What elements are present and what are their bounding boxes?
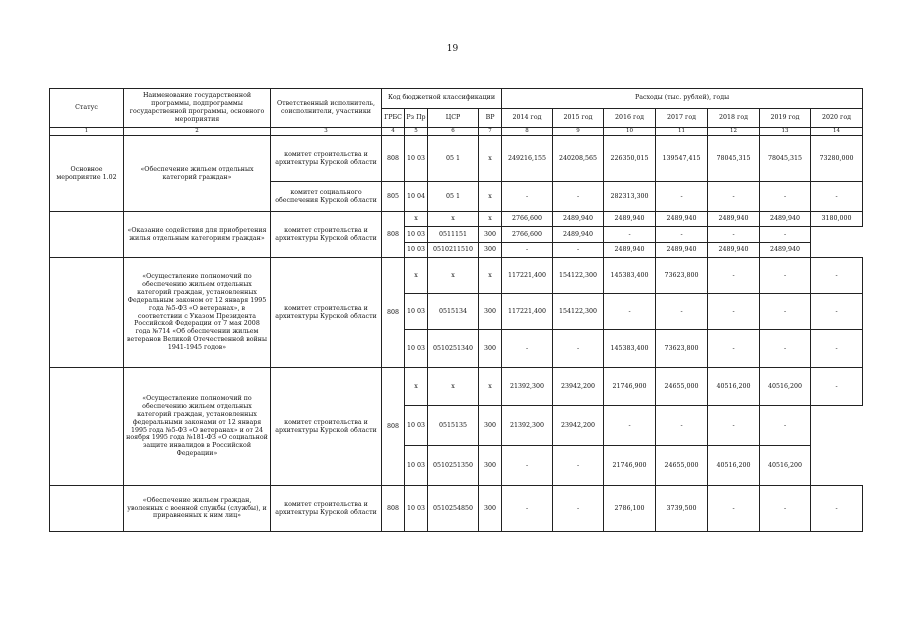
measure-name: «Оказание содействия для приобретения жилья отдельным категориям граждан» — [124, 212, 271, 258]
value-cell: 24655,000 — [656, 446, 708, 486]
value-cell: - — [760, 406, 811, 446]
column-number: 3 — [271, 128, 382, 136]
value-cell: 21392,300 — [502, 368, 553, 406]
header-year: 2016 год — [604, 108, 656, 128]
rzpr-cell: 10 03 — [405, 486, 428, 532]
rzpr-cell: 10 03 — [405, 136, 428, 182]
value-cell: 78045,315 — [760, 136, 811, 182]
header-bcc: Код бюджетной классификации — [382, 89, 502, 109]
value-cell: - — [708, 486, 760, 532]
vr-cell: 300 — [479, 406, 502, 446]
csr-cell: 0515135 — [428, 406, 479, 446]
csr-cell: 0510251340 — [428, 330, 479, 368]
value-cell: - — [553, 243, 604, 258]
grbs-cell: 808 — [382, 486, 405, 532]
value-cell: - — [604, 406, 656, 446]
value-cell: - — [760, 294, 811, 330]
value-cell: 23942,200 — [553, 368, 604, 406]
value-cell: - — [656, 294, 708, 330]
header-expenses: Расходы (тыс. рублей), годы — [502, 89, 863, 109]
value-cell: 2489,940 — [604, 243, 656, 258]
value-cell: - — [811, 330, 863, 368]
table-row — [50, 136, 863, 182]
column-number: 1 — [50, 128, 124, 136]
value-cell: - — [502, 243, 553, 258]
value-cell: - — [760, 182, 811, 212]
vr-cell: х — [479, 258, 502, 294]
vr-cell: 300 — [479, 294, 502, 330]
vr-cell: 300 — [479, 243, 502, 258]
rzpr-cell: х — [405, 368, 428, 406]
value-cell: - — [553, 486, 604, 532]
csr-cell: 05 1 — [428, 136, 479, 182]
rzpr-cell: х — [405, 212, 428, 227]
status-cell-empty — [50, 486, 124, 532]
column-number: 7 — [479, 128, 502, 136]
column-number: 11 — [656, 128, 708, 136]
column-number: 13 — [760, 128, 811, 136]
column-number: 4 — [382, 128, 405, 136]
value-cell: 3739,500 — [656, 486, 708, 532]
value-cell: 40516,200 — [760, 368, 811, 406]
value-cell: - — [811, 294, 863, 330]
value-cell: 139547,415 — [656, 136, 708, 182]
rzpr-cell: 10 03 — [405, 227, 428, 243]
value-cell: 2489,940 — [708, 212, 760, 227]
empty-cell — [811, 406, 863, 486]
header-rzpr: Рз Пр — [405, 108, 428, 128]
header-year: 2020 год — [811, 108, 863, 128]
table-row — [50, 368, 863, 406]
csr-cell: х — [428, 212, 479, 227]
table-row — [50, 258, 863, 294]
executor-cell: комитет строительства и архитектуры Курской области — [271, 212, 382, 258]
value-cell: - — [811, 486, 863, 532]
status-cell-empty — [50, 368, 124, 486]
rzpr-cell: 10 04 — [405, 182, 428, 212]
value-cell: 21746,900 — [604, 446, 656, 486]
value-cell: - — [760, 330, 811, 368]
header-vr: ВР — [479, 108, 502, 128]
value-cell: 40516,200 — [760, 446, 811, 486]
value-cell: 78045,315 — [708, 136, 760, 182]
executor-cell: комитет социального обеспечения Курской области — [271, 182, 382, 212]
vr-cell: х — [479, 368, 502, 406]
value-cell: 24655,000 — [656, 368, 708, 406]
value-cell: 117221,400 — [502, 258, 553, 294]
value-cell: 73280,000 — [811, 136, 863, 182]
table-row — [50, 486, 863, 532]
measure-name: «Обеспечение жильем граждан, уволенных с военной службы (службы), и приравненных к ним лиц» — [124, 486, 271, 532]
value-cell: 249216,155 — [502, 136, 553, 182]
grbs-cell: 808 — [382, 368, 405, 486]
grbs-cell: 808 — [382, 136, 405, 182]
executor-cell: комитет строительства и архитектуры Курской области — [271, 136, 382, 182]
header-year: 2014 год — [502, 108, 553, 128]
value-cell: - — [760, 227, 811, 243]
value-cell: 2786,100 — [604, 486, 656, 532]
value-cell: - — [811, 182, 863, 212]
value-cell: 154122,300 — [553, 294, 604, 330]
column-number: 6 — [428, 128, 479, 136]
value-cell: 40516,200 — [708, 368, 760, 406]
vr-cell: 300 — [479, 446, 502, 486]
column-number: 10 — [604, 128, 656, 136]
value-cell: 2489,940 — [760, 243, 811, 258]
column-number: 5 — [405, 128, 428, 136]
rzpr-cell: 10 03 — [405, 446, 428, 486]
value-cell: - — [811, 368, 863, 406]
column-number: 8 — [502, 128, 553, 136]
value-cell: 2489,940 — [656, 243, 708, 258]
column-number: 9 — [553, 128, 604, 136]
value-cell: - — [760, 258, 811, 294]
value-cell: 2489,940 — [656, 212, 708, 227]
csr-cell: 05 1 — [428, 182, 479, 212]
vr-cell: 300 — [479, 227, 502, 243]
value-cell: - — [708, 406, 760, 446]
value-cell: - — [553, 446, 604, 486]
measure-name: «Осуществление полномочий по обеспечению жильем отдельных категорий граждан, установленных Федеральным законом от 12 января 1995 года №5-ФЗ «О ветеранах», в соответствии с Указом Президента Российской Федерации от 7 мая 2008 года №714 «Об обеспечении жильем ветеранов Великой Отечественной войны 1941-1945 годов» — [124, 258, 271, 368]
value-cell: - — [708, 294, 760, 330]
csr-cell: 0510211510 — [428, 243, 479, 258]
empty-cell — [811, 227, 863, 258]
header-grbs: ГРБС — [382, 108, 405, 128]
column-number: 2 — [124, 128, 271, 136]
value-cell: 73623,800 — [656, 258, 708, 294]
header-year: 2019 год — [760, 108, 811, 128]
value-cell: 21392,300 — [502, 406, 553, 446]
vr-cell: 300 — [479, 330, 502, 368]
value-cell: 240208,565 — [553, 136, 604, 182]
vr-cell: х — [479, 212, 502, 227]
value-cell: 21746,900 — [604, 368, 656, 406]
executor-cell: комитет строительства и архитектуры Курской области — [271, 368, 382, 486]
page-number: 19 — [446, 44, 459, 54]
grbs-cell: 808 — [382, 212, 405, 258]
value-cell: 73623,800 — [656, 330, 708, 368]
csr-cell: 0511151 — [428, 227, 479, 243]
value-cell: 2489,940 — [604, 212, 656, 227]
column-number: 12 — [708, 128, 760, 136]
value-cell: - — [708, 330, 760, 368]
measure-name: «Осуществление полномочий по обеспечению жильем отдельных категорий граждан, установленных федеральными законами от 12 января 1995 года №5-ФЗ «О ветеранах» и от 24 ноября 1995 года №181-ФЗ «О социальной защите инвалидов в Российской Федерации» — [124, 368, 271, 486]
value-cell: 2489,940 — [708, 243, 760, 258]
vr-cell: х — [479, 182, 502, 212]
rzpr-cell: х — [405, 258, 428, 294]
rzpr-cell: 10 03 — [405, 243, 428, 258]
value-cell: - — [708, 182, 760, 212]
header-executor: Ответственный исполнитель, соисполнители, участники — [271, 89, 382, 128]
rzpr-cell: 10 03 — [405, 406, 428, 446]
value-cell: - — [656, 406, 708, 446]
vr-cell: х — [479, 136, 502, 182]
executor-cell: комитет строительства и архитектуры Курской области — [271, 486, 382, 532]
header-status: Статус — [50, 89, 124, 128]
value-cell: - — [502, 446, 553, 486]
status-cell-empty — [50, 258, 124, 368]
header-name: Наименование государственной программы, подпрограммы государственной программы, основного мероприятия — [124, 89, 271, 128]
grbs-cell: 805 — [382, 182, 405, 212]
value-cell: - — [708, 258, 760, 294]
value-cell: 145383,400 — [604, 258, 656, 294]
csr-cell: х — [428, 368, 479, 406]
rzpr-cell: 10 03 — [405, 330, 428, 368]
value-cell: - — [811, 258, 863, 294]
header-csr: ЦСР — [428, 108, 479, 128]
value-cell: 226350,015 — [604, 136, 656, 182]
value-cell: - — [656, 182, 708, 212]
status-cell-empty — [50, 212, 124, 258]
budget-table — [49, 88, 863, 532]
value-cell: 3180,000 — [811, 212, 863, 227]
value-cell: 2766,600 — [502, 212, 553, 227]
grbs-cell: 808 — [382, 258, 405, 368]
header-year: 2017 год — [656, 108, 708, 128]
value-cell: - — [656, 227, 708, 243]
vr-cell: 300 — [479, 486, 502, 532]
value-cell: 117221,400 — [502, 294, 553, 330]
value-cell: 282313,300 — [604, 182, 656, 212]
csr-cell: х — [428, 258, 479, 294]
header-year: 2015 год — [553, 108, 604, 128]
value-cell: 145383,400 — [604, 330, 656, 368]
csr-cell: 0510251350 — [428, 446, 479, 486]
column-number: 14 — [811, 128, 863, 136]
value-cell: - — [502, 486, 553, 532]
value-cell: - — [502, 330, 553, 368]
value-cell: - — [604, 294, 656, 330]
value-cell: 2489,940 — [760, 212, 811, 227]
value-cell: - — [760, 486, 811, 532]
csr-cell: 0510254850 — [428, 486, 479, 532]
value-cell: - — [502, 182, 553, 212]
value-cell: 2489,940 — [553, 227, 604, 243]
value-cell: 23942,200 — [553, 406, 604, 446]
header-year: 2018 год — [708, 108, 760, 128]
value-cell: - — [553, 330, 604, 368]
value-cell: 2489,940 — [553, 212, 604, 227]
column-numbers-row — [50, 128, 863, 136]
value-cell: - — [553, 182, 604, 212]
value-cell: 154122,300 — [553, 258, 604, 294]
executor-cell: комитет строительства и архитектуры Курской области — [271, 258, 382, 368]
csr-cell: 0515134 — [428, 294, 479, 330]
value-cell: 2766,600 — [502, 227, 553, 243]
measure-name: «Обеспечение жильем отдельных категорий граждан» — [124, 136, 271, 212]
value-cell: - — [604, 227, 656, 243]
rzpr-cell: 10 03 — [405, 294, 428, 330]
table-row — [50, 212, 863, 227]
value-cell: 40516,200 — [708, 446, 760, 486]
status-cell: Основное мероприятие 1.02 — [50, 136, 124, 212]
value-cell: - — [708, 227, 760, 243]
